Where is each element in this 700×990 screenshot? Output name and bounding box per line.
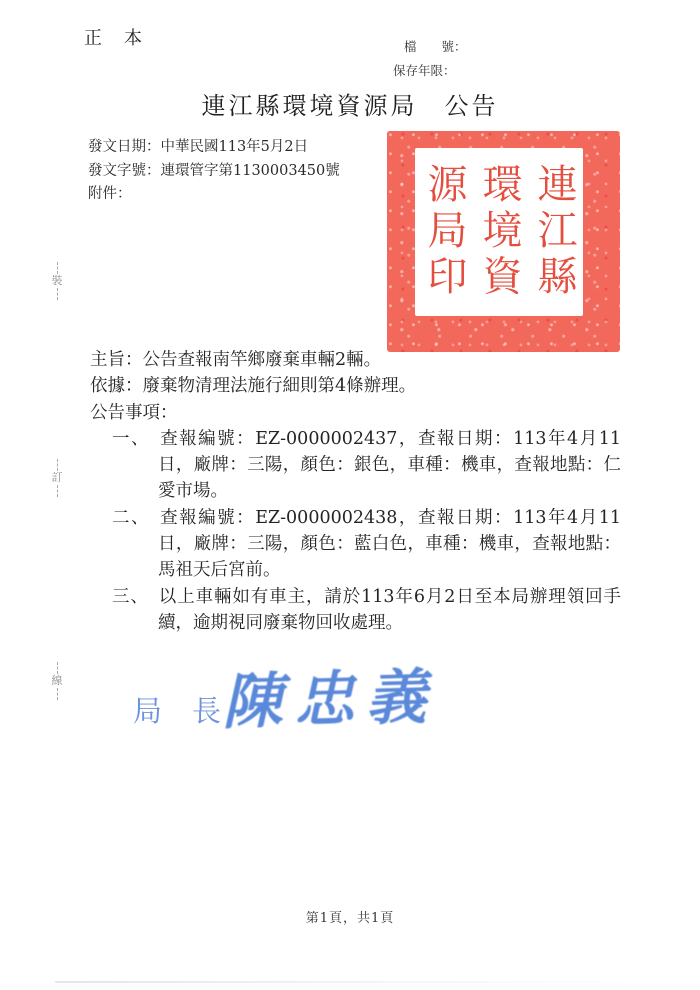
item-text: 查報編號：EZ-0000002438，查報日期：113年4月11日，廠牌：三陽，顏色：藍白色，車種：機車，查報地點：馬祖天后宮前。 xyxy=(158,507,621,581)
attachment-label: 附件： xyxy=(88,186,132,202)
seal-column-right: 連江縣 xyxy=(531,163,577,301)
issue-date: 發文日期：中華民國113年5月2日 xyxy=(88,139,309,155)
seal-column-middle: 環境資 xyxy=(476,163,522,301)
role-char: 局 xyxy=(133,694,163,728)
scan-artifact-line xyxy=(55,981,665,983)
document-meta xyxy=(88,136,340,207)
director-role-stamp xyxy=(133,689,221,730)
retention-period-label: 保存年限： xyxy=(393,63,456,78)
role-char: 長 xyxy=(192,694,222,728)
announcement-item xyxy=(90,584,621,637)
announcement-body xyxy=(90,347,621,636)
document-title: 連江縣環境資源局 公告 xyxy=(201,92,499,120)
subject-line: 主旨：公告查報南竿鄉廢棄車輛2輛。 xyxy=(90,350,382,370)
item-number: 二、 xyxy=(112,507,151,528)
item-text: 以上車輛如有車主，請於113年6月2日至本局辦理領回手續，逾期視同廢棄物回收處理。 xyxy=(158,586,621,633)
binding-char: 裝 xyxy=(51,274,63,287)
announcement-item xyxy=(90,426,621,505)
binding-mark-xian xyxy=(50,662,64,700)
announcement-item xyxy=(90,505,621,584)
director-signature-stamp: 陳忠義 xyxy=(221,662,440,738)
binding-dash xyxy=(57,485,58,497)
items-header: 公告事項： xyxy=(90,402,178,423)
file-number-label: 檔 號： xyxy=(404,39,467,54)
copy-label: 正 本 xyxy=(84,28,144,49)
document-number: 發文字號：連環管字第1130003450號 xyxy=(88,162,340,179)
item-text: 查報編號：EZ-0000002437，查報日期：113年4月11日，廠牌：三陽，顏色：銀色，車種：機車，查報地點：仁愛市場。 xyxy=(158,428,621,502)
binding-char: 訂 xyxy=(51,471,63,484)
binding-dash xyxy=(57,688,58,700)
binding-dash xyxy=(57,459,58,471)
seal-column-left: 源局印 xyxy=(421,163,467,301)
item-number: 三、 xyxy=(112,586,149,607)
official-seal-inner xyxy=(415,148,583,316)
basis-line: 依據：廢棄物清理法施行細則第4條辦理。 xyxy=(90,376,417,397)
page-number-footer: 第1頁，共1頁 xyxy=(305,911,395,926)
official-seal xyxy=(387,131,620,352)
binding-dash xyxy=(57,262,58,274)
binding-dash xyxy=(57,288,58,300)
item-number: 一、 xyxy=(112,428,151,449)
binding-char: 線 xyxy=(51,674,63,687)
binding-dash xyxy=(57,662,58,674)
binding-mark-zhuang xyxy=(50,262,64,300)
binding-mark-ding xyxy=(50,459,64,497)
